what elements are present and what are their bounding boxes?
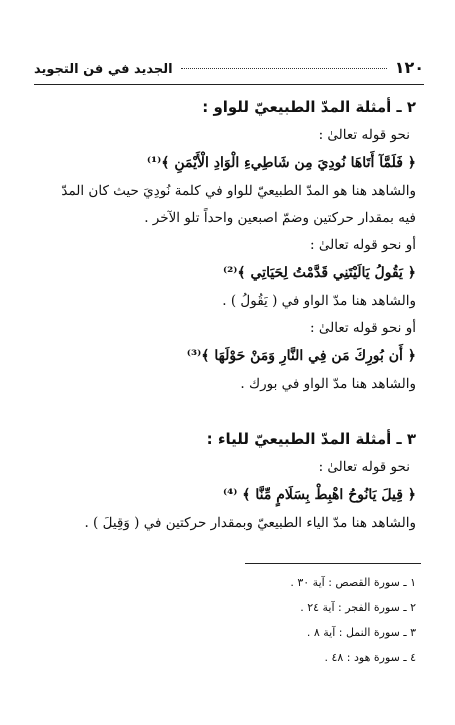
footnote: ٣ ـ سورة النمل : آية ٨ . bbox=[306, 626, 416, 639]
explanation-line: والشاهد هنا مدّ الواو في ( يَقُولُ ) . bbox=[222, 293, 416, 309]
explanation-line: والشاهد هنا مدّ الياء الطبيعيّ وبمقدار حركتين في ( وَقِيلَ ) . bbox=[84, 515, 416, 531]
book-title: الجديد في فن التجويد bbox=[34, 62, 173, 77]
footnote: ١ ـ سورة القصص : آية ٣٠ . bbox=[290, 576, 416, 589]
section-heading-waw: ٢ ـ أمثلة المدّ الطبيعيّ للواو : bbox=[202, 98, 416, 116]
page-body bbox=[34, 92, 416, 537]
verse-line: ﴿ يَقُولُ يَالَيْتَنِي قَدَّمْتُ لِحَيَاتِي ﴾⁽²⁾ bbox=[222, 265, 416, 281]
page-number: ١٢٠ bbox=[394, 58, 424, 77]
spacer bbox=[34, 398, 416, 424]
explanation-line: والشاهد هنا مدّ الواو في بورك . bbox=[240, 376, 416, 392]
running-header bbox=[34, 58, 424, 82]
footnote-separator bbox=[245, 563, 421, 564]
verse-line: ﴿ فَلَمَّآ أَتَاهَا نُودِيَ مِن شَاطِيءِ الْوَادِ الْأَيْمَنِ ﴾⁽¹⁾ bbox=[146, 155, 416, 171]
intro-line: أو نحو قوله تعالىٰ : bbox=[310, 320, 416, 336]
leader-dots bbox=[181, 68, 387, 69]
explanation-line: والشاهد هنا هو المدّ الطبيعيّ للواو في كلمة نُودِيَ حيث كان المدّ bbox=[61, 183, 416, 199]
footnotes bbox=[34, 570, 416, 670]
verse-line: ﴿ أَن بُورِكَ مَن فِي النَّارِ وَمَنْ حَوْلَهَا ﴾⁽³⁾ bbox=[186, 348, 416, 364]
intro-line: نحو قوله تعالىٰ : bbox=[318, 127, 410, 143]
footnote: ٤ ـ سورة هود : ٤٨ . bbox=[324, 651, 416, 664]
verse-line: ﴿ قِيلَ يَانُوحُ اهْبِطْ بِسَلَامٍ مِّنَّا ﴾ ⁽⁴⁾ bbox=[222, 487, 416, 503]
intro-line: أو نحو قوله تعالىٰ : bbox=[310, 237, 416, 253]
header-rule bbox=[34, 84, 424, 85]
explanation-line: فيه بمقدار حركتين وضمّ اصبعين واحداً تلو الآخر . bbox=[144, 210, 416, 226]
footnote: ٢ ـ سورة الفجر : آية ٢٤ . bbox=[300, 601, 416, 614]
intro-line: نحو قوله تعالىٰ : bbox=[318, 459, 410, 475]
section-heading-ya: ٣ ـ أمثلة المدّ الطبيعيّ للياء : bbox=[206, 430, 416, 448]
